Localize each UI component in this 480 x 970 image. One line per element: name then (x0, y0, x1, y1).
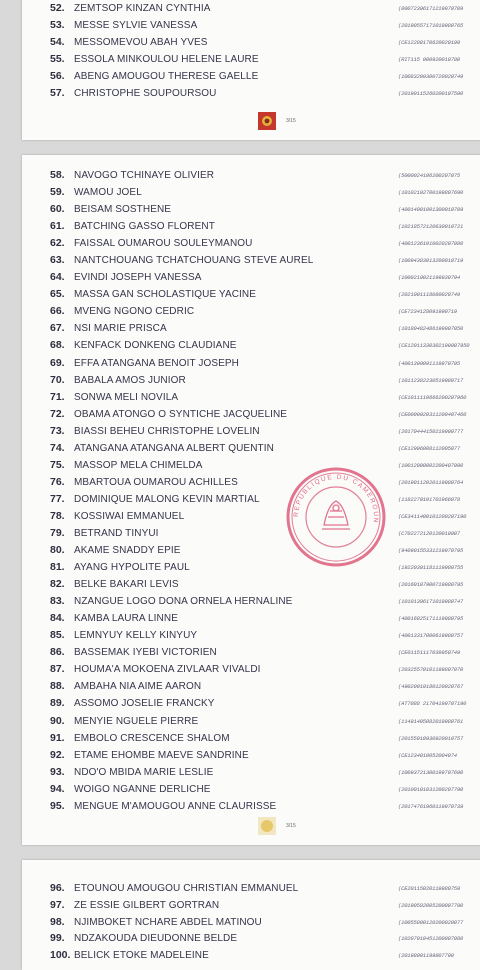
entry-code: (10012000002200407990 (398, 461, 464, 469)
list-item (22, 897, 480, 914)
entry-name: HOUMA'A MOKOENA ZIVLAAR VIVALDI (74, 664, 261, 676)
entry-code: (RIT115 000920010780 (398, 56, 461, 64)
entry-code: (40012361010020207080 (398, 240, 464, 248)
list-item (22, 508, 480, 525)
entry-number: 89. (50, 697, 65, 710)
entry-code: (10083209300720020749 (398, 73, 464, 81)
document-page-middle (22, 155, 480, 845)
entry-name: ABENG AMOUGOU THERESE GAELLE (74, 71, 259, 83)
entry-code: (CE12011330302199907950 (398, 342, 470, 350)
list-item (22, 542, 480, 559)
entry-number: 100. (50, 949, 71, 962)
entry-name: KAMBA LAURA LINNE (74, 613, 178, 625)
entry-name: MENYIE NGUELE PIERRE (74, 715, 199, 727)
entry-number: 68. (50, 339, 65, 352)
entry-code: (5000024106200207075 (398, 172, 461, 179)
entry-number: 54. (50, 36, 65, 49)
entry-number: 79. (50, 526, 65, 539)
entry-name: BATCHING GASSO FLORENT (74, 221, 215, 233)
list-item (22, 337, 480, 354)
name-list (22, 167, 480, 815)
list-item (22, 0, 480, 17)
list-item (22, 167, 480, 184)
entry-code: (40013317000619980757 (398, 632, 464, 640)
entry-name: NAVOGO TCHINAYE OLIVIER (74, 170, 215, 181)
list-item (22, 730, 480, 747)
list-item (22, 593, 480, 610)
entry-name: EMBOLO CRESCENCE SHALOM (74, 732, 230, 744)
entry-code: (10055800120200020077 (398, 918, 464, 926)
entry-name: ETAME EHOMBE MAEVE SANDRINE (74, 749, 249, 761)
entry-code: (20325570101199807070 (398, 666, 464, 674)
list-item (22, 406, 480, 423)
entry-number: 74. (50, 441, 65, 454)
entry-code: (CE1011110666200207960 (398, 393, 467, 401)
entry-code: (1182270101701966078 (398, 495, 461, 503)
entry-number: 76. (50, 475, 65, 488)
list-item (22, 51, 480, 68)
entry-code: (CE3411400101200207190 (398, 512, 467, 520)
list-item (22, 286, 480, 303)
entry-name: AYANG HYPOLITE PAUL (74, 562, 190, 574)
list-item (22, 576, 480, 593)
entry-code: (10094383013200010719 (398, 257, 464, 265)
entry-name: BELICK ETOKE MADELEINE (74, 950, 209, 962)
entry-number: 92. (50, 748, 65, 761)
entry-name: BELKE BAKARI LEVIS (74, 579, 179, 591)
entry-name: BEISAM SOSTHENE (74, 204, 172, 216)
entry-number: 84. (50, 612, 65, 625)
entry-name: NDZAKOUDA DIEUDONNE BELDE (74, 933, 238, 945)
list-item (22, 947, 480, 964)
entry-name: NZANGUE LOGO DONA ORNELA HERNALINE (74, 596, 293, 608)
entry-code: (11491405082019980761 (398, 717, 464, 725)
list-item (22, 389, 480, 406)
entry-number: 82. (50, 578, 65, 591)
list-item (22, 661, 480, 678)
entry-name: AKAME SNADDY EPIE (74, 545, 181, 557)
entry-code: (AT7088 21704199707190 (398, 700, 467, 708)
entry-code: (10112382230519980717 (398, 376, 464, 384)
list-item (22, 303, 480, 320)
entry-number: 66. (50, 305, 65, 318)
seal-ring-text: REPUBLIQUE DU CAMEROUN (292, 473, 380, 525)
list-item (22, 68, 480, 85)
entry-name: ETOUNOU AMOUGOU CHRISTIAN EMMANUEL (74, 883, 299, 894)
entry-code: (CE20115020119980759 (398, 885, 461, 892)
list-item (22, 747, 480, 764)
entry-number: 90. (50, 714, 65, 727)
entry-code: (1000219021199930794 (398, 274, 461, 282)
entry-code: (10218572120630010721 (398, 223, 464, 231)
entry-code: (CE1234010052004074 (398, 751, 457, 759)
entry-code: (49020019180120020767 (398, 683, 464, 691)
entry-name: MESSOMEVOU ABAH YVES (74, 37, 208, 49)
list-item (22, 34, 480, 51)
entry-number: 87. (50, 663, 65, 676)
entry-number: 53. (50, 19, 65, 32)
entry-number: 72. (50, 407, 65, 420)
entry-code: (40014001001300010709 (398, 206, 464, 214)
entry-name: AMBAHA NIA AIME AARON (74, 681, 202, 693)
entry-code: (4001399091119970795 (398, 359, 461, 367)
entry-number: 83. (50, 595, 65, 608)
list-item (22, 610, 480, 627)
entry-name: MESSE SYLVIE VANESSA (74, 20, 198, 32)
entry-code: (CE0009920311200407460 (398, 410, 467, 418)
entry-number: 98. (50, 915, 65, 928)
list-item (22, 559, 480, 576)
entry-number: 77. (50, 492, 65, 505)
entry-name: OBAMA ATONGO O SYNTICHE JACQUELINE (74, 408, 288, 420)
list-item (22, 764, 480, 781)
entry-number: 75. (50, 458, 65, 471)
entry-name: EFFA ATANGANA BENOIT JOSEPH (74, 357, 239, 369)
entry-number: 95. (50, 799, 65, 812)
entry-name: BETRAND TINYUI (74, 527, 159, 539)
list-item (22, 678, 480, 695)
entry-number: 60. (50, 203, 65, 216)
entry-number: 97. (50, 898, 65, 911)
list-item (22, 491, 480, 508)
entry-number: 59. (50, 186, 65, 199)
entry-number: 85. (50, 629, 65, 642)
entry-number: 55. (50, 53, 65, 66)
entry-number: 96. (50, 882, 65, 894)
list-item (22, 525, 480, 542)
entry-name: BIASSI BEHEU CHRISTOPHE LOVELIN (74, 425, 260, 437)
list-item (22, 423, 480, 440)
entry-name: ZEMTSOP KINZAN CYNTHIA (74, 3, 211, 14)
list-item (22, 781, 480, 798)
entry-code: (94090155331219970795 (398, 547, 464, 555)
entry-number: 99. (50, 932, 65, 945)
entry-number: 86. (50, 646, 65, 659)
entry-number: 62. (50, 237, 65, 250)
page-footer (22, 817, 480, 837)
list-item (22, 201, 480, 218)
name-list (22, 880, 480, 964)
entry-name: NSI MARIE PRISCA (74, 323, 167, 335)
entry-number: 56. (50, 70, 65, 83)
list-item (22, 184, 480, 201)
document-page-bottom (22, 860, 480, 970)
entry-number: 73. (50, 424, 65, 437)
entry-number: 63. (50, 254, 65, 267)
list-item (22, 218, 480, 235)
entry-code: (00072396171219970709 (398, 5, 464, 12)
entry-code: (20190557171019980765 (398, 22, 464, 30)
entry-code: (20155010930920010757 (398, 734, 464, 742)
entry-name: NJIMBOKET NCHARE ABDEL MATINOU (74, 916, 262, 928)
list-item (22, 252, 480, 269)
entry-name: MBARTOUA OUMAROU ACHILLES (74, 476, 238, 488)
entry-name: NDO'O MBIDA MARIE LESLIE (74, 766, 214, 778)
entry-number: 58. (50, 169, 65, 181)
list-item (22, 440, 480, 457)
list-item (22, 474, 480, 491)
entry-code: (10180482486199907050 (398, 325, 464, 333)
entry-code: (20190112020119980764 (398, 478, 464, 486)
entry-number: 57. (50, 87, 65, 100)
entry-name: MENGUE M'AMOUGOU ANNE CLAURISSE (74, 800, 277, 812)
entry-code: (20100101031200207790 (398, 785, 464, 793)
list-item (22, 355, 480, 372)
entry-code: (20160107900719980795 (398, 581, 464, 589)
list-item (22, 457, 480, 474)
entry-code: (40016825171119980795 (398, 615, 464, 623)
entry-number: 67. (50, 322, 65, 335)
entry-code: (20190582005200007790 (398, 901, 464, 909)
entry-number: 91. (50, 731, 65, 744)
entry-number: 70. (50, 373, 65, 386)
entry-code: (10093721300199707690 (398, 768, 464, 776)
entry-code: (CE7234128091990719 (398, 308, 457, 316)
entry-code: (CE01151117039950749 (398, 649, 461, 657)
name-list (22, 0, 480, 102)
entry-name: NANTCHOUANG TCHATCHOUANG STEVE AUREL (74, 255, 314, 267)
document-page-top (22, 0, 480, 140)
stamp-icon (258, 112, 276, 130)
list-item (22, 320, 480, 337)
list-item (22, 880, 480, 897)
list-item (22, 914, 480, 931)
list-item (22, 695, 480, 712)
entry-number: 80. (50, 544, 65, 557)
entry-name: CHRISTOPHE SOUPOURSOU (74, 88, 217, 100)
list-item (22, 17, 480, 34)
list-item (22, 85, 480, 102)
entry-number: 52. (50, 2, 65, 14)
entry-name: ZE ESSIE GILBERT GORTRAN (74, 899, 220, 911)
page-footer (22, 112, 480, 132)
entry-name: ESSOLA MINKOULOU HELENE LAURE (74, 54, 259, 66)
entry-code: (2021001118080020749 (398, 291, 461, 299)
entry-code: (20198001199807790 (398, 952, 454, 960)
entry-name: SONWA MELI NOVILA (74, 391, 179, 403)
entry-code: (20174761960119970739 (398, 802, 464, 810)
official-seal-stamp (284, 465, 388, 569)
page-number: 3/15 (286, 823, 296, 829)
entry-name: EVINDI JOSEPH VANESSA (74, 272, 202, 284)
entry-code: (20170444150219990777 (398, 427, 464, 435)
entry-number: 61. (50, 220, 65, 233)
stamp-icon (258, 817, 276, 835)
entry-number: 81. (50, 561, 65, 574)
entry-number: 78. (50, 509, 65, 522)
entry-name: MASSOP MELA CHIMELDA (74, 459, 203, 471)
list-item (22, 644, 480, 661)
entry-code: (10207010451200007980 (398, 935, 464, 943)
entry-name: KOSSIWAI EMMANUEL (74, 510, 185, 522)
entry-name: LEMNYUY KELLY KINYUY (74, 630, 198, 642)
entry-name: BABALA AMOS JUNIOR (74, 374, 186, 386)
entry-number: 88. (50, 680, 65, 693)
entry-code: (CE12280170620020199 (398, 39, 461, 47)
entry-name: BASSEMAK IYEBI VICTORIEN (74, 647, 217, 659)
page-number: 3/15 (286, 118, 296, 124)
list-item (22, 627, 480, 644)
list-item (22, 930, 480, 947)
entry-name: ATANGANA ATANGANA ALBERT QUENTIN (74, 442, 274, 454)
entry-name: WOIGO NGANNE DERLICHE (74, 783, 211, 795)
entry-name: ASSOMO JOSELIE FRANCKY (74, 698, 215, 710)
entry-number: 71. (50, 390, 65, 403)
list-item (22, 235, 480, 252)
entry-number: 65. (50, 288, 65, 301)
entry-number: 69. (50, 356, 65, 369)
entry-name: DOMINIQUE MALONG KEVIN MARTIAL (74, 493, 260, 505)
entry-number: 94. (50, 782, 65, 795)
entry-code: (20190115260200107590 (398, 90, 464, 98)
entry-number: 93. (50, 765, 65, 778)
entry-code: (CE12906008112005077 (398, 444, 461, 452)
entry-name: MVENG NGONO CEDRIC (74, 306, 195, 318)
list-item (22, 713, 480, 730)
entry-name: KENFACK DONKENG CLAUDIANE (74, 340, 237, 352)
entry-number: 64. (50, 271, 65, 284)
entry-name: FAISSAL OUMAROU SOULEYMANOU (74, 238, 253, 250)
entry-name: WAMOU JOEL (74, 187, 142, 199)
entry-code: (C702272120120019907 (398, 529, 461, 537)
entry-name: MASSA GAN SCHOLASTIQUE YACINE (74, 289, 257, 301)
list-item (22, 798, 480, 815)
list-item (22, 372, 480, 389)
entry-code: (19220391181119980755 (398, 564, 464, 572)
entry-code: (10101396171019980747 (398, 598, 464, 606)
entry-code: (10102192700199807690 (398, 189, 464, 197)
list-item (22, 269, 480, 286)
